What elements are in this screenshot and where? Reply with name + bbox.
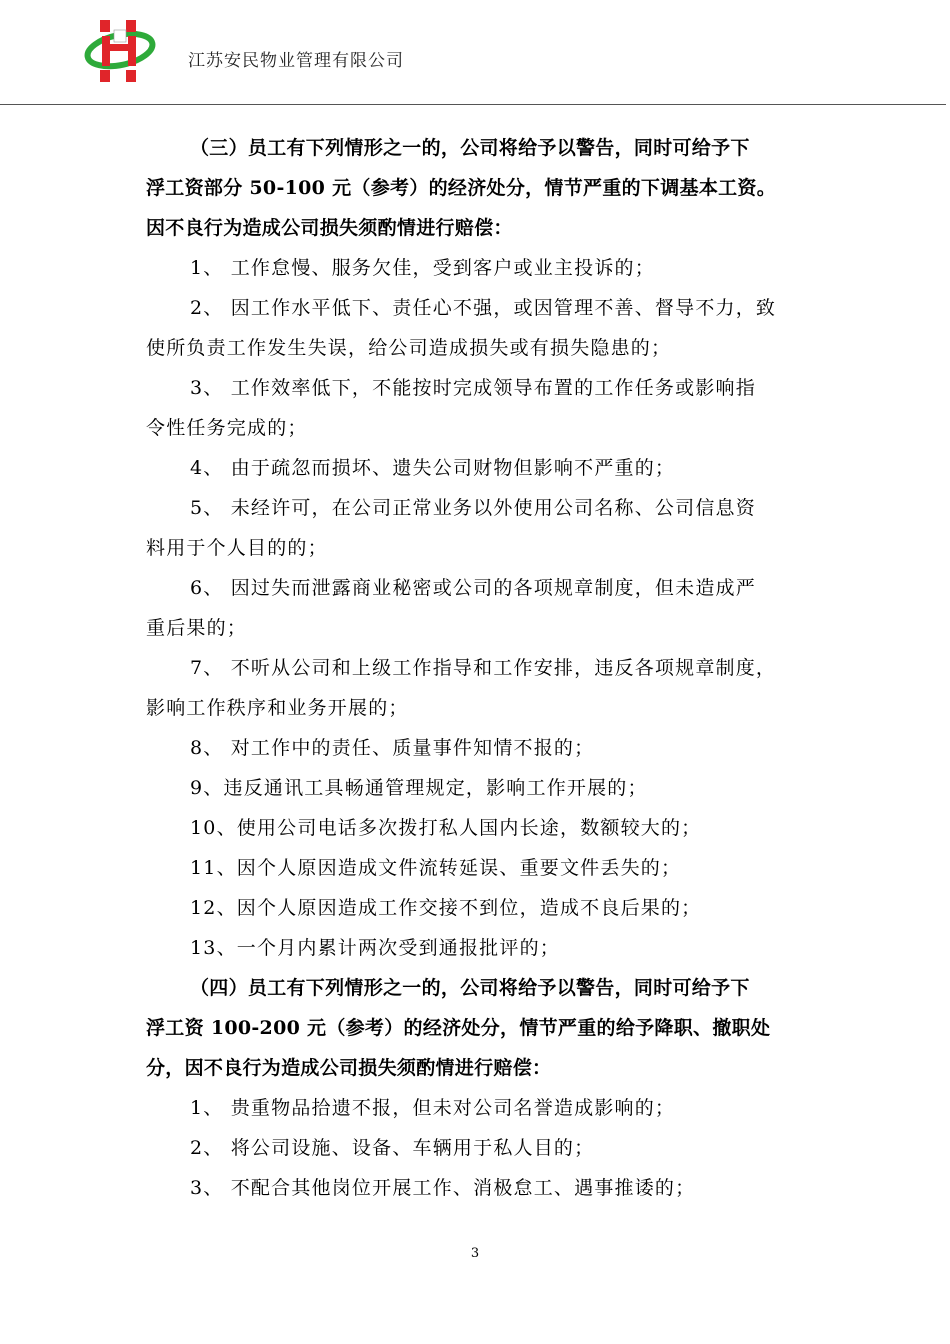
section-heading-line: 分，因不良行为造成公司损失须酌情进行赔偿： [146, 1057, 552, 1079]
list-item-line: 7、 不听从公司和上级工作指导和工作安排，违反各项规章制度， [190, 657, 777, 679]
company-name: 江苏安民物业管理有限公司 [188, 51, 404, 71]
company-logo-icon [84, 14, 156, 90]
list-item-line: 11、因个人原因造成文件流转延误、重要文件丢失的； [190, 857, 682, 879]
list-item-line: 2、 将公司设施、设备、车辆用于私人目的； [190, 1137, 595, 1159]
section-heading-line: （三）员工有下列情形之一的，公司将给予以警告，同时可给予下 [190, 137, 750, 159]
list-item-line: 1、 贵重物品拾遗不报，但未对公司名誉造成影响的； [190, 1097, 676, 1119]
section-three [146, 128, 814, 968]
section-heading-line: 浮工资 100-200 元（参考）的经济处分，情节严重的给予降职、撤职处 [146, 1017, 771, 1039]
page-header [0, 0, 950, 106]
list-item-line: 3、 不配合其他岗位开展工作、消极怠工、遇事推诿的； [190, 1177, 696, 1199]
list-item-line: 12、因个人原因造成工作交接不到位，造成不良后果的； [190, 897, 702, 919]
list-item-line: 13、一个月内累计两次受到通报批评的； [190, 937, 560, 959]
list-item-line: 3、 工作效率低下，不能按时完成领导布置的工作任务或影响指 [190, 377, 756, 399]
section-heading-line: （四）员工有下列情形之一的，公司将给予以警告，同时可给予下 [190, 977, 750, 999]
list-item-line: 重后果的； [146, 617, 248, 639]
list-item-line: 8、 对工作中的责任、质量事件知情不报的； [190, 737, 595, 759]
list-item-line: 2、 因工作水平低下、责任心不强，或因管理不善、督导不力，致 [190, 297, 777, 319]
section-heading-line: 因不良行为造成公司损失须酌情进行赔偿： [146, 217, 513, 239]
list-item-line: 1、 工作怠慢、服务欠佳，受到客户或业主投诉的； [190, 257, 655, 279]
list-item-line: 9、违反通讯工具畅通管理规定，影响工作开展的； [190, 777, 648, 799]
list-item-line: 5、 未经许可，在公司正常业务以外使用公司名称、公司信息资 [190, 497, 756, 519]
list-item-line: 使所负责工作发生失误，给公司造成损失或有损失隐患的； [146, 337, 672, 359]
section-four [146, 968, 814, 1208]
list-item-line: 令性任务完成的； [146, 417, 308, 439]
page-number: 3 [470, 1246, 480, 1261]
list-item-line: 料用于个人目的的； [146, 537, 328, 559]
list-item-line: 10、使用公司电话多次拨打私人国内长途，数额较大的； [190, 817, 702, 839]
list-item-line: 6、 因过失而泄露商业秘密或公司的各项规章制度，但未造成严 [190, 577, 756, 599]
header-divider [0, 104, 946, 105]
list-item-line: 4、 由于疏忽而损坏、遗失公司财物但影响不严重的； [190, 457, 676, 479]
list-item-line: 影响工作秩序和业务开展的； [146, 697, 409, 719]
document-body [146, 128, 814, 1208]
section-heading-line: 浮工资部分 50-100 元（参考）的经济处分，情节严重的下调基本工资。 [146, 177, 777, 199]
